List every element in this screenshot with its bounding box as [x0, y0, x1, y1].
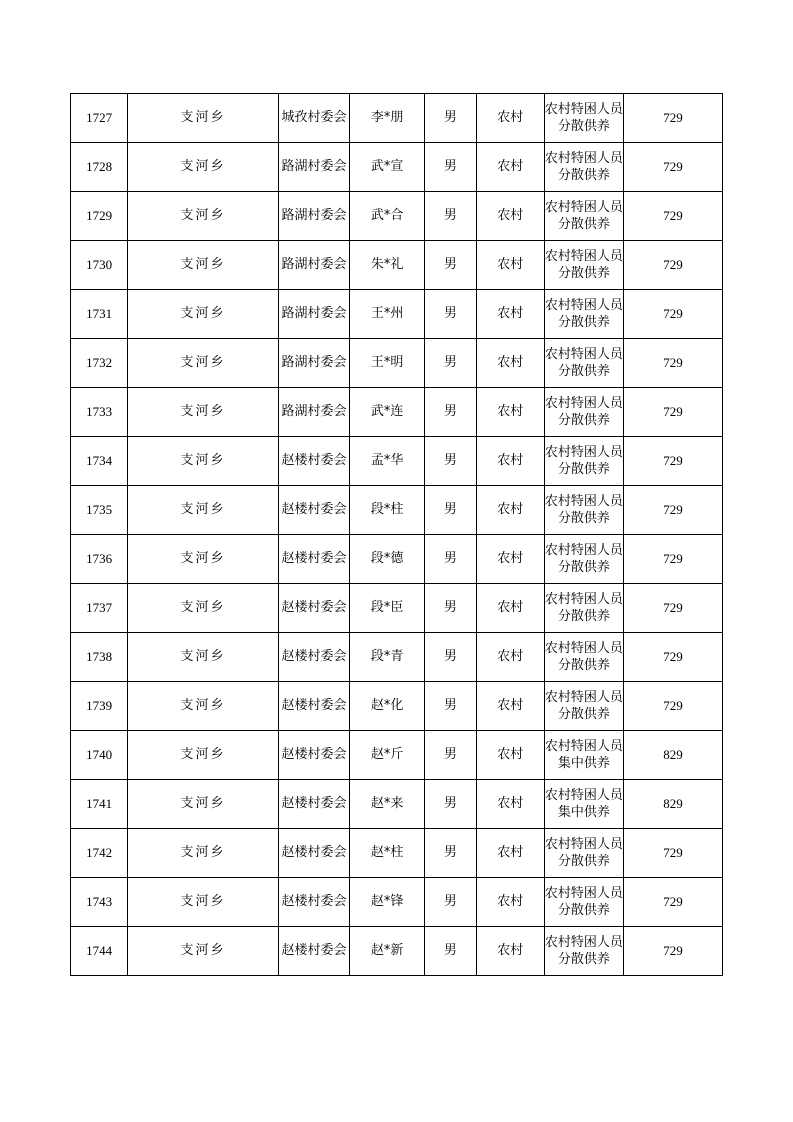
household-type: 农村 [476, 241, 544, 290]
table-row [71, 927, 723, 976]
township: 支河乡 [128, 927, 279, 976]
subsidy-amount: 729 [623, 584, 722, 633]
row-index: 1742 [71, 829, 128, 878]
aid-category [544, 927, 623, 976]
table-row [71, 388, 723, 437]
township: 支河乡 [128, 290, 279, 339]
row-index: 1736 [71, 535, 128, 584]
household-type: 农村 [476, 878, 544, 927]
village-committee: 赵楼村委会 [278, 584, 349, 633]
person-name: 武*连 [350, 388, 425, 437]
aid-category [544, 437, 623, 486]
table-row [71, 633, 723, 682]
aid-category [544, 388, 623, 437]
township: 支河乡 [128, 486, 279, 535]
aid-category [544, 535, 623, 584]
township: 支河乡 [128, 143, 279, 192]
subsidy-amount: 729 [623, 878, 722, 927]
aid-category-text: 农村特困人员集中供养 [544, 739, 623, 771]
gender: 男 [425, 339, 477, 388]
person-name: 李*朋 [350, 94, 425, 143]
row-index: 1730 [71, 241, 128, 290]
aid-category [544, 731, 623, 780]
subsidy-amount: 729 [623, 143, 722, 192]
subsidy-amount: 729 [623, 535, 722, 584]
aid-category-text: 农村特困人员分散供养 [544, 249, 623, 281]
township: 支河乡 [128, 829, 279, 878]
table-row [71, 829, 723, 878]
village-committee: 路湖村委会 [278, 143, 349, 192]
gender: 男 [425, 731, 477, 780]
row-index: 1738 [71, 633, 128, 682]
gender: 男 [425, 633, 477, 682]
aid-category-text: 农村特困人员分散供养 [544, 445, 623, 477]
subsidy-amount: 729 [623, 829, 722, 878]
row-index: 1739 [71, 682, 128, 731]
person-name: 武*合 [350, 192, 425, 241]
village-committee: 赵楼村委会 [278, 682, 349, 731]
household-type: 农村 [476, 731, 544, 780]
gender: 男 [425, 437, 477, 486]
household-type: 农村 [476, 633, 544, 682]
gender: 男 [425, 143, 477, 192]
table-row [71, 241, 723, 290]
subsidy-amount: 729 [623, 192, 722, 241]
village-committee: 赵楼村委会 [278, 731, 349, 780]
village-committee: 赵楼村委会 [278, 486, 349, 535]
person-name: 赵*斤 [350, 731, 425, 780]
subsidy-amount: 729 [623, 437, 722, 486]
gender: 男 [425, 241, 477, 290]
township: 支河乡 [128, 388, 279, 437]
aid-category-text: 农村特困人员分散供养 [544, 151, 623, 183]
township: 支河乡 [128, 339, 279, 388]
household-type: 农村 [476, 535, 544, 584]
township: 支河乡 [128, 878, 279, 927]
village-committee: 路湖村委会 [278, 339, 349, 388]
gender: 男 [425, 878, 477, 927]
person-name: 朱*礼 [350, 241, 425, 290]
row-index: 1744 [71, 927, 128, 976]
township: 支河乡 [128, 192, 279, 241]
table-row [71, 94, 723, 143]
person-name: 赵*化 [350, 682, 425, 731]
household-type: 农村 [476, 437, 544, 486]
row-index: 1729 [71, 192, 128, 241]
aid-category [544, 290, 623, 339]
household-type: 农村 [476, 94, 544, 143]
table-row [71, 290, 723, 339]
row-index: 1741 [71, 780, 128, 829]
aid-category-text: 农村特困人员分散供养 [544, 690, 623, 722]
village-committee: 赵楼村委会 [278, 878, 349, 927]
village-committee: 路湖村委会 [278, 388, 349, 437]
table-row [71, 584, 723, 633]
person-name: 赵*新 [350, 927, 425, 976]
subsidy-amount: 729 [623, 388, 722, 437]
aid-category [544, 584, 623, 633]
aid-category-text: 农村特困人员分散供养 [544, 298, 623, 330]
aid-category [544, 94, 623, 143]
row-index: 1728 [71, 143, 128, 192]
table-body [71, 94, 723, 976]
table-row [71, 535, 723, 584]
aid-category-text: 农村特困人员分散供养 [544, 543, 623, 575]
person-name: 孟*华 [350, 437, 425, 486]
gender: 男 [425, 486, 477, 535]
household-type: 农村 [476, 388, 544, 437]
gender: 男 [425, 780, 477, 829]
aid-category [544, 143, 623, 192]
person-name: 段*臣 [350, 584, 425, 633]
subsidy-amount: 829 [623, 780, 722, 829]
household-type: 农村 [476, 339, 544, 388]
subsidy-amount: 729 [623, 290, 722, 339]
table-row [71, 339, 723, 388]
village-committee: 路湖村委会 [278, 290, 349, 339]
aid-category [544, 241, 623, 290]
aid-category-text: 农村特困人员集中供养 [544, 788, 623, 820]
township: 支河乡 [128, 731, 279, 780]
aid-category [544, 339, 623, 388]
household-type: 农村 [476, 290, 544, 339]
household-type: 农村 [476, 192, 544, 241]
township: 支河乡 [128, 633, 279, 682]
village-committee: 城孜村委会 [278, 94, 349, 143]
aid-category [544, 878, 623, 927]
person-name: 段*青 [350, 633, 425, 682]
household-type: 农村 [476, 682, 544, 731]
table-row [71, 731, 723, 780]
row-index: 1734 [71, 437, 128, 486]
aid-category-text: 农村特困人员分散供养 [544, 200, 623, 232]
subsidy-amount: 729 [623, 339, 722, 388]
village-committee: 路湖村委会 [278, 192, 349, 241]
township: 支河乡 [128, 682, 279, 731]
household-type: 农村 [476, 584, 544, 633]
village-committee: 赵楼村委会 [278, 535, 349, 584]
subsidy-amount: 729 [623, 927, 722, 976]
person-name: 武*宣 [350, 143, 425, 192]
aid-category [544, 192, 623, 241]
gender: 男 [425, 192, 477, 241]
subsidy-amount: 729 [623, 486, 722, 535]
subsidy-amount: 729 [623, 94, 722, 143]
gender: 男 [425, 584, 477, 633]
aid-category [544, 780, 623, 829]
gender: 男 [425, 535, 477, 584]
row-index: 1732 [71, 339, 128, 388]
table-row [71, 192, 723, 241]
household-type: 农村 [476, 143, 544, 192]
gender: 男 [425, 388, 477, 437]
gender: 男 [425, 927, 477, 976]
village-committee: 赵楼村委会 [278, 829, 349, 878]
aid-category [544, 682, 623, 731]
aid-category [544, 486, 623, 535]
person-name: 赵*柱 [350, 829, 425, 878]
aid-category-text: 农村特困人员分散供养 [544, 886, 623, 918]
household-type: 农村 [476, 780, 544, 829]
gender: 男 [425, 682, 477, 731]
township: 支河乡 [128, 94, 279, 143]
household-type: 农村 [476, 486, 544, 535]
village-committee: 赵楼村委会 [278, 780, 349, 829]
subsidy-amount: 829 [623, 731, 722, 780]
row-index: 1733 [71, 388, 128, 437]
table-row [71, 878, 723, 927]
aid-category-text: 农村特困人员分散供养 [544, 102, 623, 134]
aid-category-text: 农村特困人员分散供养 [544, 935, 623, 967]
gender: 男 [425, 290, 477, 339]
row-index: 1727 [71, 94, 128, 143]
gender: 男 [425, 829, 477, 878]
aid-category-text: 农村特困人员分散供养 [544, 837, 623, 869]
subsidy-amount: 729 [623, 241, 722, 290]
person-name: 王*明 [350, 339, 425, 388]
household-type: 农村 [476, 927, 544, 976]
person-name: 段*柱 [350, 486, 425, 535]
table-row [71, 437, 723, 486]
gender: 男 [425, 94, 477, 143]
township: 支河乡 [128, 535, 279, 584]
aid-category-text: 农村特困人员分散供养 [544, 396, 623, 428]
township: 支河乡 [128, 780, 279, 829]
household-type: 农村 [476, 829, 544, 878]
table-row [71, 143, 723, 192]
village-committee: 赵楼村委会 [278, 633, 349, 682]
village-committee: 赵楼村委会 [278, 437, 349, 486]
person-name: 赵*锋 [350, 878, 425, 927]
row-index: 1737 [71, 584, 128, 633]
table-row [71, 486, 723, 535]
aid-category [544, 829, 623, 878]
table-row [71, 682, 723, 731]
row-index: 1740 [71, 731, 128, 780]
village-committee: 路湖村委会 [278, 241, 349, 290]
aid-category-text: 农村特困人员分散供养 [544, 494, 623, 526]
subsidy-amount: 729 [623, 633, 722, 682]
beneficiary-table-container [70, 93, 723, 976]
row-index: 1743 [71, 878, 128, 927]
beneficiary-table [70, 93, 723, 976]
person-name: 段*德 [350, 535, 425, 584]
aid-category [544, 633, 623, 682]
subsidy-amount: 729 [623, 682, 722, 731]
township: 支河乡 [128, 241, 279, 290]
aid-category-text: 农村特困人员分散供养 [544, 347, 623, 379]
township: 支河乡 [128, 437, 279, 486]
table-row [71, 780, 723, 829]
person-name: 赵*来 [350, 780, 425, 829]
row-index: 1735 [71, 486, 128, 535]
township: 支河乡 [128, 584, 279, 633]
aid-category-text: 农村特困人员分散供养 [544, 641, 623, 673]
person-name: 王*州 [350, 290, 425, 339]
village-committee: 赵楼村委会 [278, 927, 349, 976]
row-index: 1731 [71, 290, 128, 339]
aid-category-text: 农村特困人员分散供养 [544, 592, 623, 624]
